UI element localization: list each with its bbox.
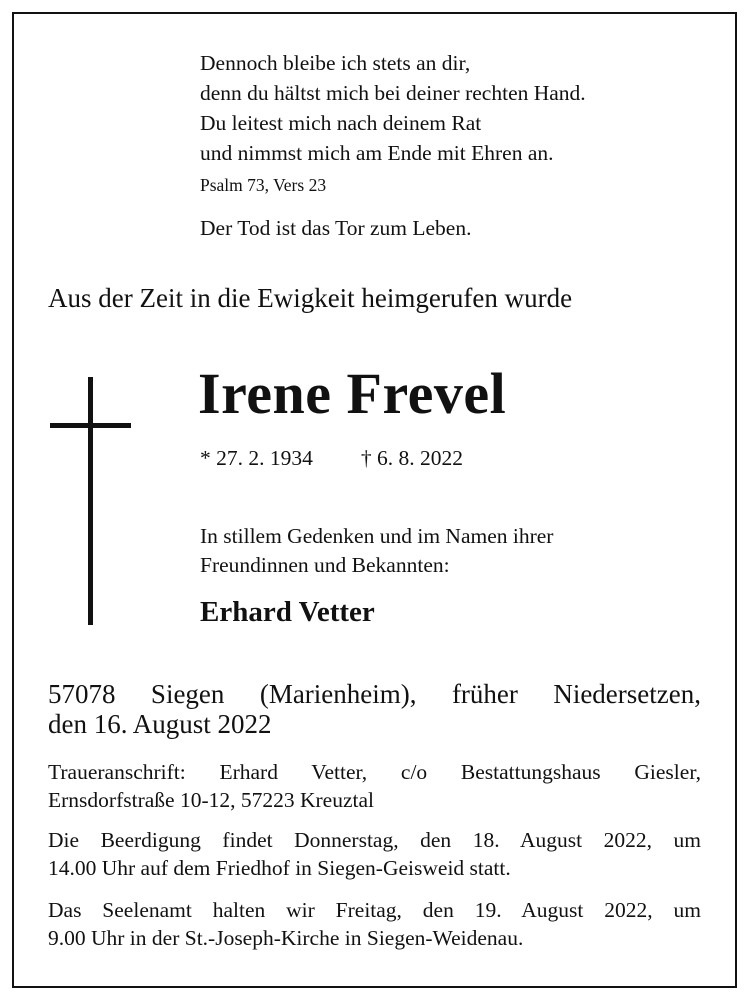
- mourning-address: [48, 758, 701, 814]
- verse-line: Du leitest mich nach deinem Rat: [200, 111, 482, 135]
- memorial-line: In stillem Gedenken und im Namen ihrer: [200, 524, 554, 548]
- place-and-date: [48, 679, 701, 739]
- burial-line: 14.00 Uhr auf dem Friedhof in Siegen-Geisweid statt.: [48, 856, 511, 880]
- announcement-heading: Aus der Zeit in die Ewigkeit heimgerufen wurde: [48, 283, 573, 313]
- address-line: Traueranschrift: Erhard Vetter, c/o Bestattungshaus Giesler,: [48, 760, 701, 784]
- verse-line: und nimmst mich am Ende mit Ehren an.: [200, 141, 554, 165]
- requiem-line: Das Seelenamt halten wir Freitag, den 19. August 2022, um: [48, 898, 701, 922]
- memorial-line: Freundinnen und Bekannten:: [200, 553, 450, 577]
- deceased-name: Irene Frevel: [198, 361, 507, 426]
- cross-icon: [88, 377, 93, 625]
- motto: Der Tod ist das Tor zum Leben.: [200, 216, 472, 240]
- burial-info: [48, 826, 701, 882]
- memorial-text: [200, 522, 553, 580]
- psalm-verse: [200, 48, 586, 168]
- death-date: † 6. 8. 2022: [360, 446, 463, 470]
- cross-icon-bar: [50, 423, 131, 428]
- signer-name: Erhard Vetter: [200, 596, 375, 628]
- verse-source: Psalm 73, Vers 23: [200, 175, 327, 195]
- life-dates: [200, 446, 463, 471]
- birth-date: * 27. 2. 1934: [200, 446, 313, 470]
- burial-line: Die Beerdigung findet Donnerstag, den 18. August 2022, um: [48, 828, 701, 852]
- requiem-line: 9.00 Uhr in der St.-Joseph-Kirche in Siegen-Weidenau.: [48, 926, 524, 950]
- verse-line: denn du hältst mich bei deiner rechten Hand.: [200, 81, 586, 105]
- requiem-info: [48, 896, 701, 952]
- address-line: Ernsdorfstraße 10-12, 57223 Kreuztal: [48, 788, 374, 812]
- verse-line: Dennoch bleibe ich stets an dir,: [200, 51, 471, 75]
- date-line: den 16. August 2022: [48, 709, 272, 739]
- place-line: 57078 Siegen (Marienheim), früher Niedersetzen,: [48, 679, 701, 709]
